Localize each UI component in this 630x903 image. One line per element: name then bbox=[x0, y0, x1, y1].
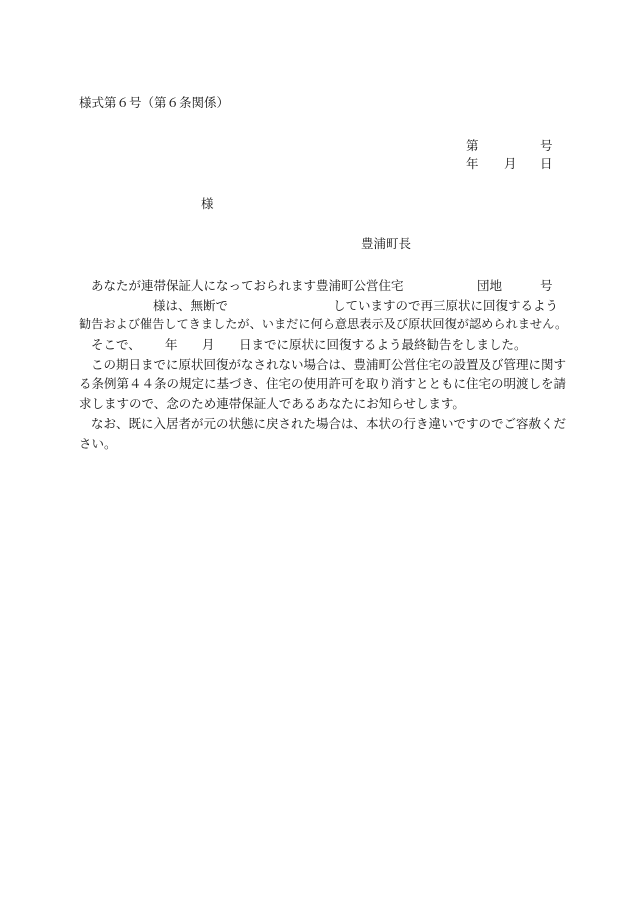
addressee-honorific: 様 bbox=[201, 196, 214, 211]
body-line bbox=[79, 296, 557, 316]
body-line8-text: なお、既に入居者が元の状態に戻された場合は、本状の行き違いですのでご容赦くだ bbox=[91, 415, 567, 431]
body-line7-text: 求しますので、念のため連帯保証人であるあなたにお知らせします。 bbox=[79, 396, 465, 412]
date-year-label: 年 bbox=[466, 156, 479, 171]
document-number-label: 第 bbox=[466, 138, 479, 153]
body-line bbox=[79, 434, 557, 454]
document-number-suffix: 号 bbox=[540, 138, 553, 153]
body-line1-text: あなたが連帯保証人になっておられます豊浦町公営住宅 bbox=[91, 278, 404, 293]
body-line bbox=[79, 394, 557, 414]
notice-body bbox=[79, 276, 568, 453]
date-month-label: 月 bbox=[504, 156, 517, 171]
body-line bbox=[79, 374, 567, 394]
body-line5-text: この期日までに原状回復がなされない場合は、豊浦町公営住宅の設置及び管理に関す bbox=[91, 356, 567, 372]
body-line4-month: 月 bbox=[202, 337, 215, 353]
body-line bbox=[79, 355, 567, 375]
sender-name: 豊浦町長 bbox=[361, 236, 412, 251]
body-line4-year: 年 bbox=[165, 337, 178, 353]
body-line1-go: 号 bbox=[540, 278, 553, 293]
body-line2-rest: していますので再三原状に回復するよう bbox=[333, 297, 559, 313]
body-line9-text: さい。 bbox=[79, 435, 117, 451]
body-line4-rest: 日までに原状に回復するよう最終勧告をしました。 bbox=[239, 337, 527, 353]
body-line4-text: そこで、 bbox=[91, 337, 141, 353]
form-number: 様式第６号（第６条関係） bbox=[79, 95, 230, 110]
body-line3-text: 勧告および催告してきましたが、いまだに何ら意思表示及び原状回復が認められません。 bbox=[79, 317, 568, 332]
date-day-label: 日 bbox=[540, 156, 553, 171]
body-line bbox=[79, 315, 568, 335]
body-line2-text: 様は、無断で bbox=[153, 297, 229, 313]
body-line1-danchi: 団地 bbox=[477, 278, 503, 293]
body-line bbox=[79, 276, 557, 296]
body-line bbox=[79, 414, 567, 434]
body-line bbox=[79, 335, 557, 355]
body-line6-text: る条例第４４条の規定に基づき、住宅の使用許可を取り消すとともに住宅の明渡しを請 bbox=[79, 376, 567, 392]
